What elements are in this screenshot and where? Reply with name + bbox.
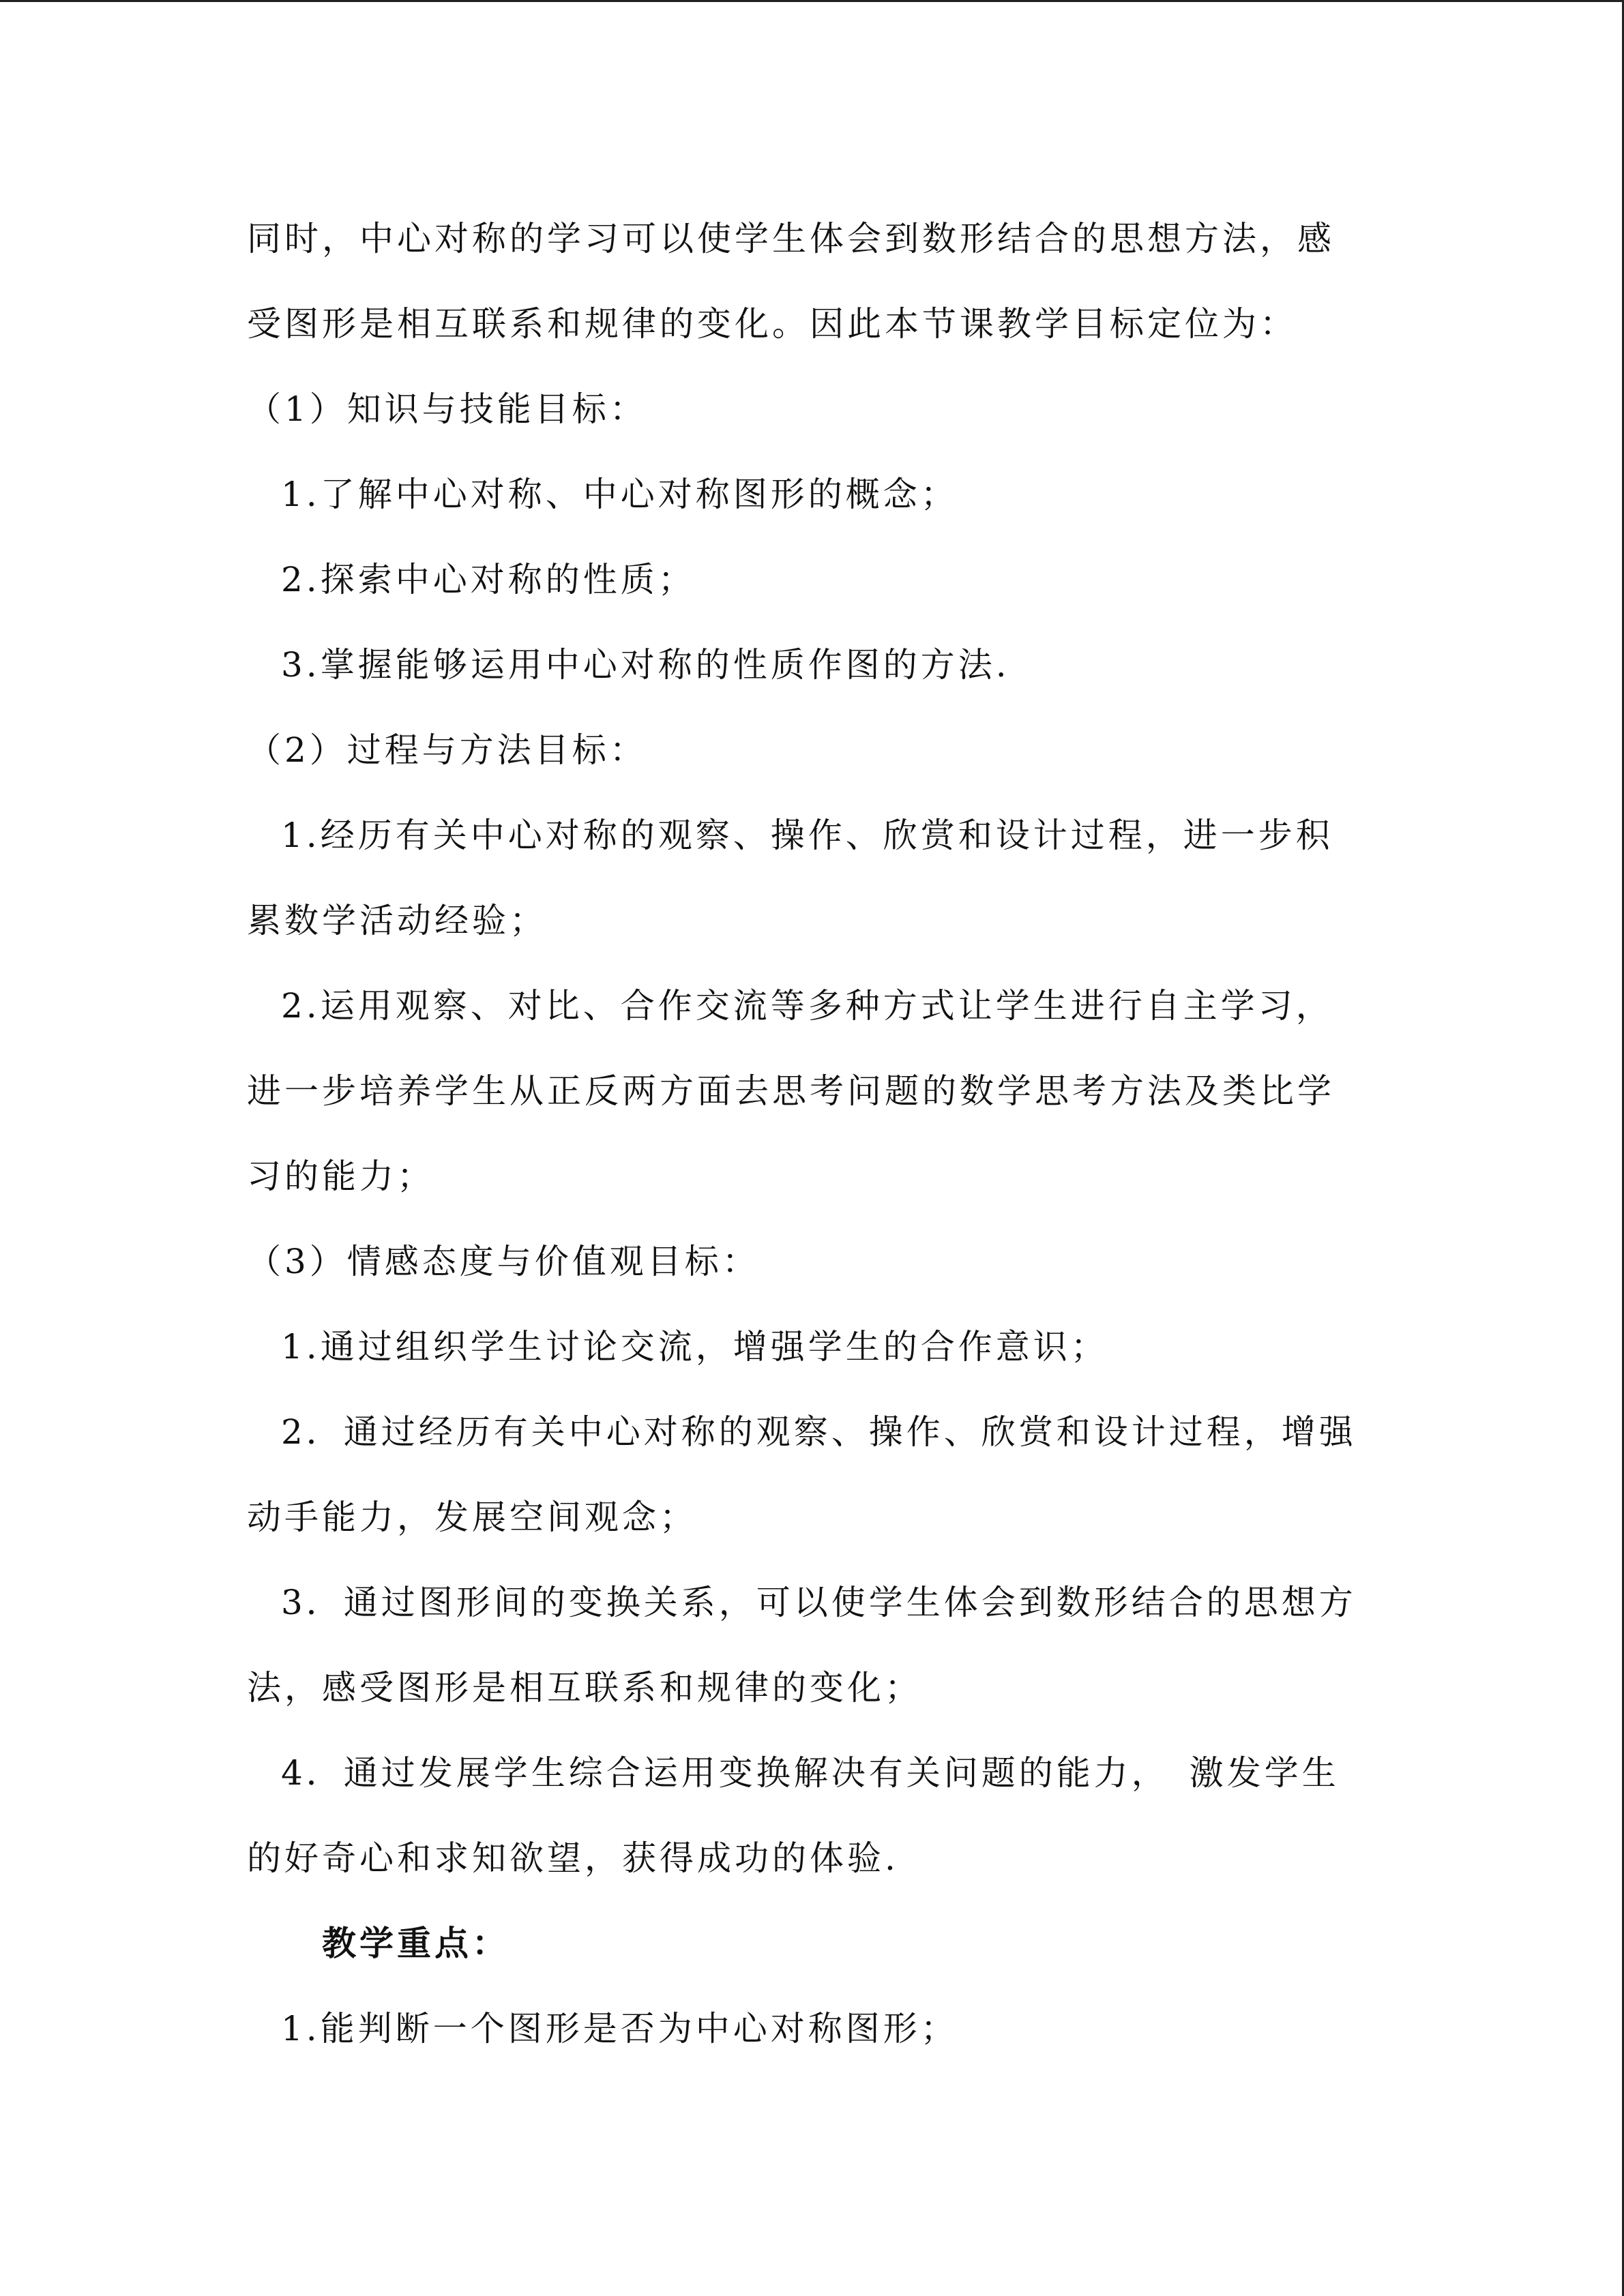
list-item: 4．通过发展学生综合运用变换解决有关问题的能力， 激发学生: [281, 1753, 1340, 1793]
list-item: 1.经历有关中心对称的观察、操作、欣赏和设计过程，进一步积: [281, 816, 1333, 855]
list-item: 3.掌握能够运用中心对称的性质作图的方法.: [281, 645, 1010, 685]
list-item-continuation: 习的能力；: [247, 1157, 434, 1196]
paragraph-line: 同时，中心对称的学习可以使学生体会到数形结合的思想方法，感: [247, 219, 1335, 258]
list-item-continuation: 累数学活动经验；: [247, 901, 547, 940]
list-item-continuation: 动手能力，发展空间观念；: [247, 1497, 697, 1537]
list-item-continuation: 法，感受图形是相互联系和规律的变化；: [247, 1668, 922, 1708]
paragraph-line: 受图形是相互联系和规律的变化。因此本节课教学目标定位为：: [247, 304, 1297, 344]
list-item: 2.运用观察、对比、合作交流等多种方式让学生进行自主学习，: [281, 986, 1333, 1026]
list-item: 1.了解中心对称、中心对称图形的概念；: [281, 475, 958, 514]
list-item-continuation: 的好奇心和求知欲望，获得成功的体验.: [247, 1838, 899, 1878]
list-item: 2.探索中心对称的性质；: [281, 560, 696, 599]
list-item-continuation: 进一步培养学生从正反两方面去思考问题的数学思考方法及类比学: [247, 1071, 1335, 1111]
key-points-heading: 教学重点：: [322, 1923, 510, 1963]
section-heading: （3）情感态度与价值观目标：: [247, 1242, 760, 1281]
list-item: 2．通过经历有关中心对称的观察、操作、欣赏和设计过程，增强: [281, 1412, 1357, 1452]
list-item: 1.通过组织学生讨论交流，增强学生的合作意识；: [281, 1327, 1108, 1367]
section-heading: （1）知识与技能目标：: [247, 389, 647, 429]
list-item: 1.能判断一个图形是否为中心对称图形；: [281, 2009, 958, 2048]
section-heading: （2）过程与方法目标：: [247, 730, 647, 770]
list-item: 3．通过图形间的变换关系，可以使学生体会到数形结合的思想方: [281, 1583, 1357, 1622]
